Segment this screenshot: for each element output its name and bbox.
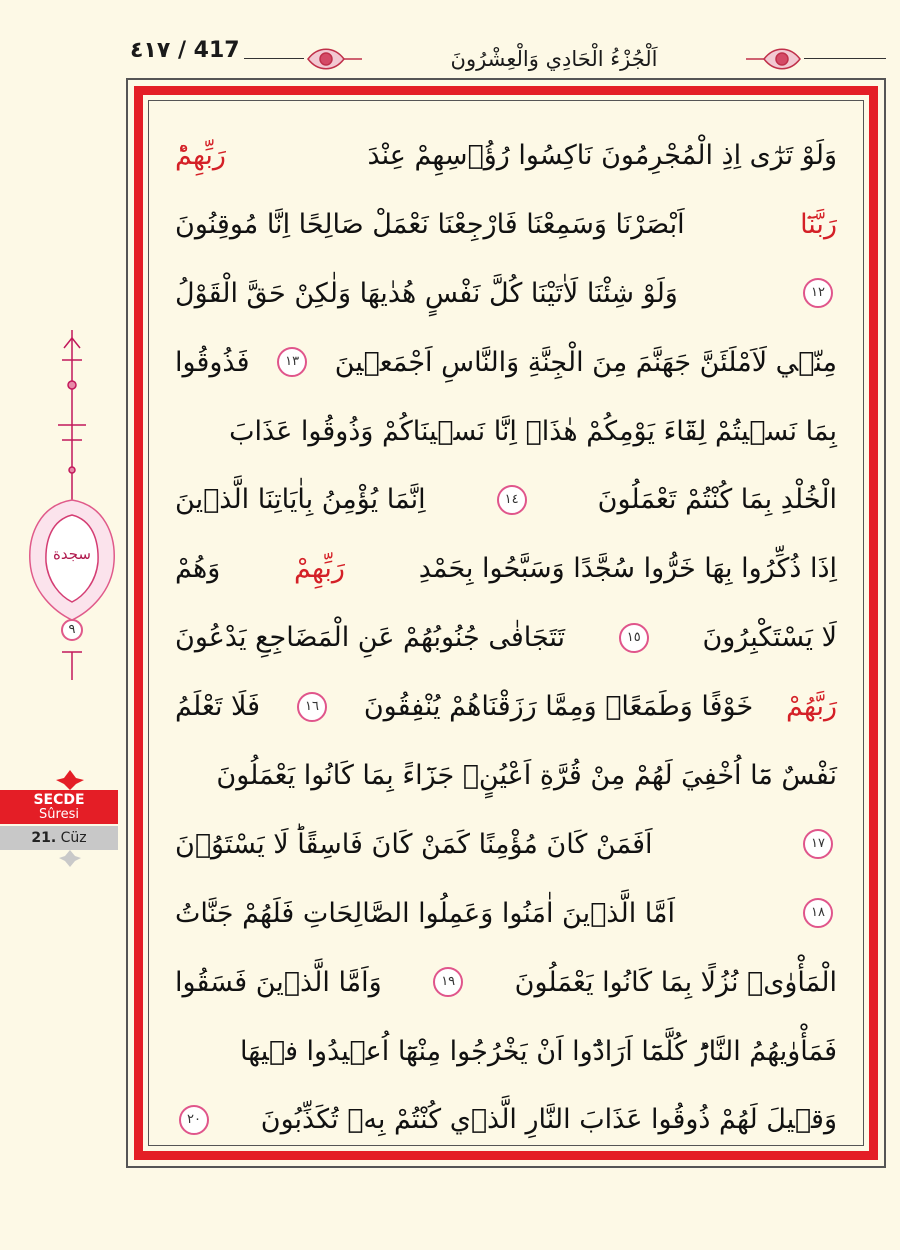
verse-text: فَذُوقُوا — [175, 346, 250, 378]
juz-number: 21. — [31, 830, 57, 846]
sajda-label: سجدة — [53, 545, 91, 563]
fleur-ornament-icon — [0, 768, 120, 790]
verse-text: لَا يَسْتَكْبِرُونَ — [702, 622, 837, 654]
verse-text: اِذَا ذُكِّرُوا بِهَا خَرُّوا سُجَّدًا وَسَبَّحُوا بِحَمْدِ — [418, 553, 837, 585]
verse-text-highlight: رَبِّهِمْؕ — [175, 139, 226, 171]
verse-text: اَبْصَرْنَا وَسَمِعْنَا فَارْجِعْنَا نَعْمَلْ صَالِحًا اِنَّا مُوقِنُونَ — [175, 208, 685, 240]
ayah-number-marker: ١٥ — [619, 623, 649, 653]
verse-line — [175, 810, 837, 879]
verse-text: وَق۪يلَ لَهُمْ ذُوقُوا عَذَابَ النَّارِ الَّذ۪ي كُنْتُمْ بِه۪ تُكَذِّبُونَ — [260, 1104, 837, 1136]
verse-line — [175, 603, 837, 672]
verse-text-highlight: رَبَّنَٓا — [800, 208, 837, 240]
sajda-ornament-icon — [0, 330, 120, 700]
verse-line — [175, 534, 837, 603]
verse-text: بِمَا نَس۪يتُمْ لِقَٓاءَ يَوْمِكُمْ هٰذَاۚ اِنَّا نَس۪ينَاكُمْ وَذُوقُوا عَذَابَ — [229, 415, 837, 447]
verse-text: فَمَأْوٰيهُمُ النَّارُؕ كُلَّمَٓا اَرَادُٓوا اَنْ يَخْرُجُوا مِنْهَٓا اُع۪يدُوا ف۪يهَا — [240, 1035, 837, 1067]
sajda-number: ٩ — [68, 622, 76, 637]
ayah-number-marker: ١٦ — [297, 692, 327, 722]
ayah-number-marker: ١٨ — [803, 898, 833, 928]
verse-text: مِنّ۪ي لَاَمْلَئَنَّ جَهَنَّمَ مِنَ الْجِنَّةِ وَالنَّاسِ اَجْمَع۪ينَ — [334, 346, 837, 378]
verse-line — [175, 948, 837, 1017]
verse-text: اَفَمَنْ كَانَ مُؤْمِنًا كَمَنْ كَانَ فَاسِقًاؕ لَا يَسْتَوُ۫نَ — [175, 828, 653, 860]
ayah-number-marker: ٢٠ — [179, 1105, 209, 1135]
surah-tab — [0, 768, 120, 868]
verse-text: وَهُمْ — [175, 553, 221, 585]
juz-cartouche — [304, 42, 804, 76]
header-rule-left — [244, 58, 304, 59]
verse-line — [175, 741, 837, 810]
verse-text: الْخُلْدِ بِمَا كُنْتُمْ تَعْمَلُونَ — [597, 484, 837, 516]
verse-text: فَلَا تَعْلَمُ — [175, 691, 261, 723]
juz-title: اَلْجُزْءُ الْحَادِي وَالْعِشْرُونَ — [450, 47, 658, 71]
text-frame-border — [134, 86, 878, 1160]
verse-text: وَاَمَّا الَّذ۪ينَ فَسَقُوا — [175, 966, 382, 998]
verse-line — [175, 465, 837, 534]
header-rule-right — [804, 58, 886, 59]
ayah-number-marker: ١٩ — [433, 967, 463, 997]
sajda-marker — [0, 330, 120, 700]
verse-line — [175, 328, 837, 397]
page-number: ٤١٧ / 417 — [130, 38, 240, 63]
verse-line — [175, 1017, 837, 1086]
verse-line — [175, 397, 837, 466]
text-frame-inner — [148, 100, 864, 1146]
page-header — [126, 28, 886, 80]
verse-text-area — [175, 121, 837, 1136]
fleur-ornament-bottom-icon — [0, 850, 120, 868]
verse-line — [175, 1085, 837, 1154]
verse-line — [175, 879, 837, 948]
ayah-number-marker: ١٢ — [803, 278, 833, 308]
verse-text: تَتَجَافٰى جُنُوبُهُمْ عَنِ الْمَضَاجِعِ يَدْعُونَ — [175, 622, 566, 654]
ayah-number-marker: ١٧ — [803, 829, 833, 859]
verse-text-highlight: رَبَّهُمْ — [786, 691, 837, 723]
verse-text: اِنَّمَا يُؤْمِنُ بِاٰيَاتِنَا الَّذ۪ينَ — [175, 484, 426, 516]
verse-text-highlight: رَبِّهِمْ — [294, 553, 345, 585]
verse-text: نَفْسٌ مَٓا اُخْفِيَ لَهُمْ مِنْ قُرَّةِ اَعْيُنٍۚ جَزَٓاءً بِمَا كَانُوا يَعْمَلُونَ — [216, 759, 837, 791]
verse-text: خَوْفًا وَطَمَعًاۘ وَمِمَّا رَزَقْنَاهُمْ يُنْفِقُونَ — [363, 691, 754, 723]
ayah-number-marker: ١٤ — [497, 485, 527, 515]
verse-line — [175, 259, 837, 328]
juz-box — [0, 826, 118, 850]
verse-line — [175, 672, 837, 741]
verse-line — [175, 190, 837, 259]
verse-text: وَلَوْ تَرٰٓى اِذِ الْمُجْرِمُونَ نَاكِسُوا رُؤُ۫سِهِمْ عِنْدَ — [367, 139, 837, 171]
ayah-number-marker: ١٣ — [277, 347, 307, 377]
text-frame — [126, 78, 886, 1168]
verse-line — [175, 121, 837, 190]
surah-subtitle: Sûresi — [39, 807, 79, 822]
verse-text: اَمَّا الَّذ۪ينَ اٰمَنُوا وَعَمِلُوا الصَّالِحَاتِ فَلَهُمْ جَنَّاتُ — [175, 897, 675, 929]
surah-name: SECDE — [33, 792, 85, 808]
verse-text: الْمَأْوٰىۘ نُزُلًا بِمَا كَانُوا يَعْمَلُونَ — [514, 966, 837, 998]
verse-text: وَلَوْ شِئْنَا لَاٰتَيْنَا كُلَّ نَفْسٍ هُدٰيهَا وَلٰكِنْ حَقَّ الْقَوْلُ — [175, 277, 678, 309]
juz-label: Cüz — [60, 830, 87, 846]
surah-name-box — [0, 790, 118, 824]
